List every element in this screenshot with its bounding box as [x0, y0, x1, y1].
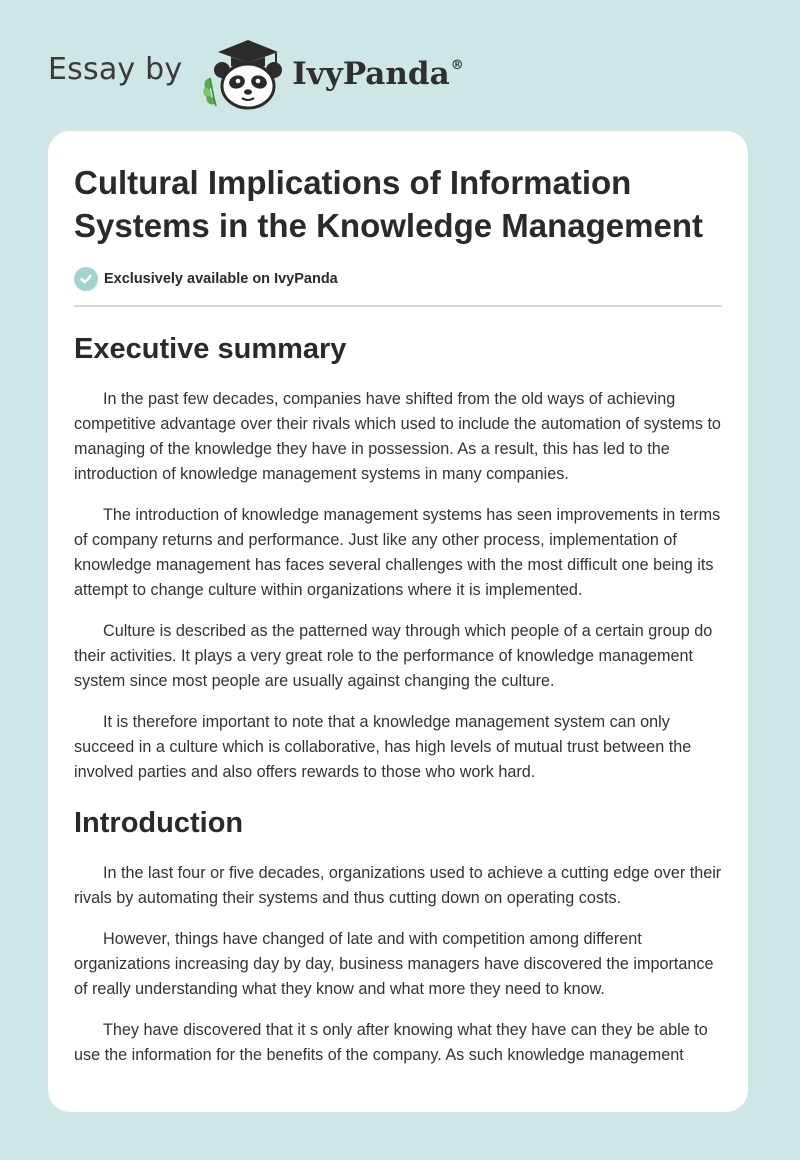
article-content: [74, 161, 722, 1084]
checkmark-icon: [74, 267, 98, 291]
paragraph: Culture is described as the patterned way through which people of a certain group do their activities. It plays a very great role to the performance of knowledge management system since most people are usually against changing the culture.: [74, 622, 713, 690]
exclusive-badge: [74, 267, 722, 291]
paragraph: However, things have changed of late and with competition among different organizations increasing day by day, business managers have discovered the importance of really understanding what they know and what more they need to know.: [74, 930, 714, 998]
paragraph: They have discovered that it s only after knowing what they have can they be able to use the information for the benefits of the company. As such knowledge management: [74, 1021, 708, 1064]
article-card: [48, 131, 748, 1112]
divider: [74, 305, 722, 307]
site-header: [48, 34, 464, 110]
exclusive-badge-text: Exclusively available on IvyPanda: [104, 271, 338, 287]
registered-mark: ®: [450, 58, 464, 73]
paragraph: In the last four or five decades, organizations used to achieve a cutting edge over their rivals by automating their systems and thus cutting down on operating costs.: [74, 864, 722, 907]
page-title: Cultural Implications of Information Systems in the Knowledge Management: [74, 164, 703, 244]
paragraph: In the past few decades, companies have shifted from the old ways of achieving competitive advantage over their rivals which used to include the automation of systems to managing of the knowledge they have in possession. As a result, this has led to the introduction of knowledge management systems in many companies.: [74, 390, 721, 483]
section-heading-introduction: Introduction: [74, 807, 244, 839]
section-heading-executive-summary: Executive summary: [74, 333, 347, 365]
ivypanda-logo-icon[interactable]: [198, 34, 290, 110]
essay-by-label: Essay by: [48, 51, 183, 87]
brand-name[interactable]: IvyPanda®: [292, 56, 464, 92]
paragraph: It is therefore important to note that a knowledge management system can only succeed in a culture which is collaborative, has high levels of mutual trust between the involved parties and also offers rewards to those who work hard.: [74, 713, 692, 781]
paragraph: The introduction of knowledge management systems has seen improvements in terms of company returns and performance. Just like any other process, implementation of knowledge management has faces several challenges with the most difficult one being its attempt to change culture within organizations where it is implemented.: [74, 506, 721, 599]
